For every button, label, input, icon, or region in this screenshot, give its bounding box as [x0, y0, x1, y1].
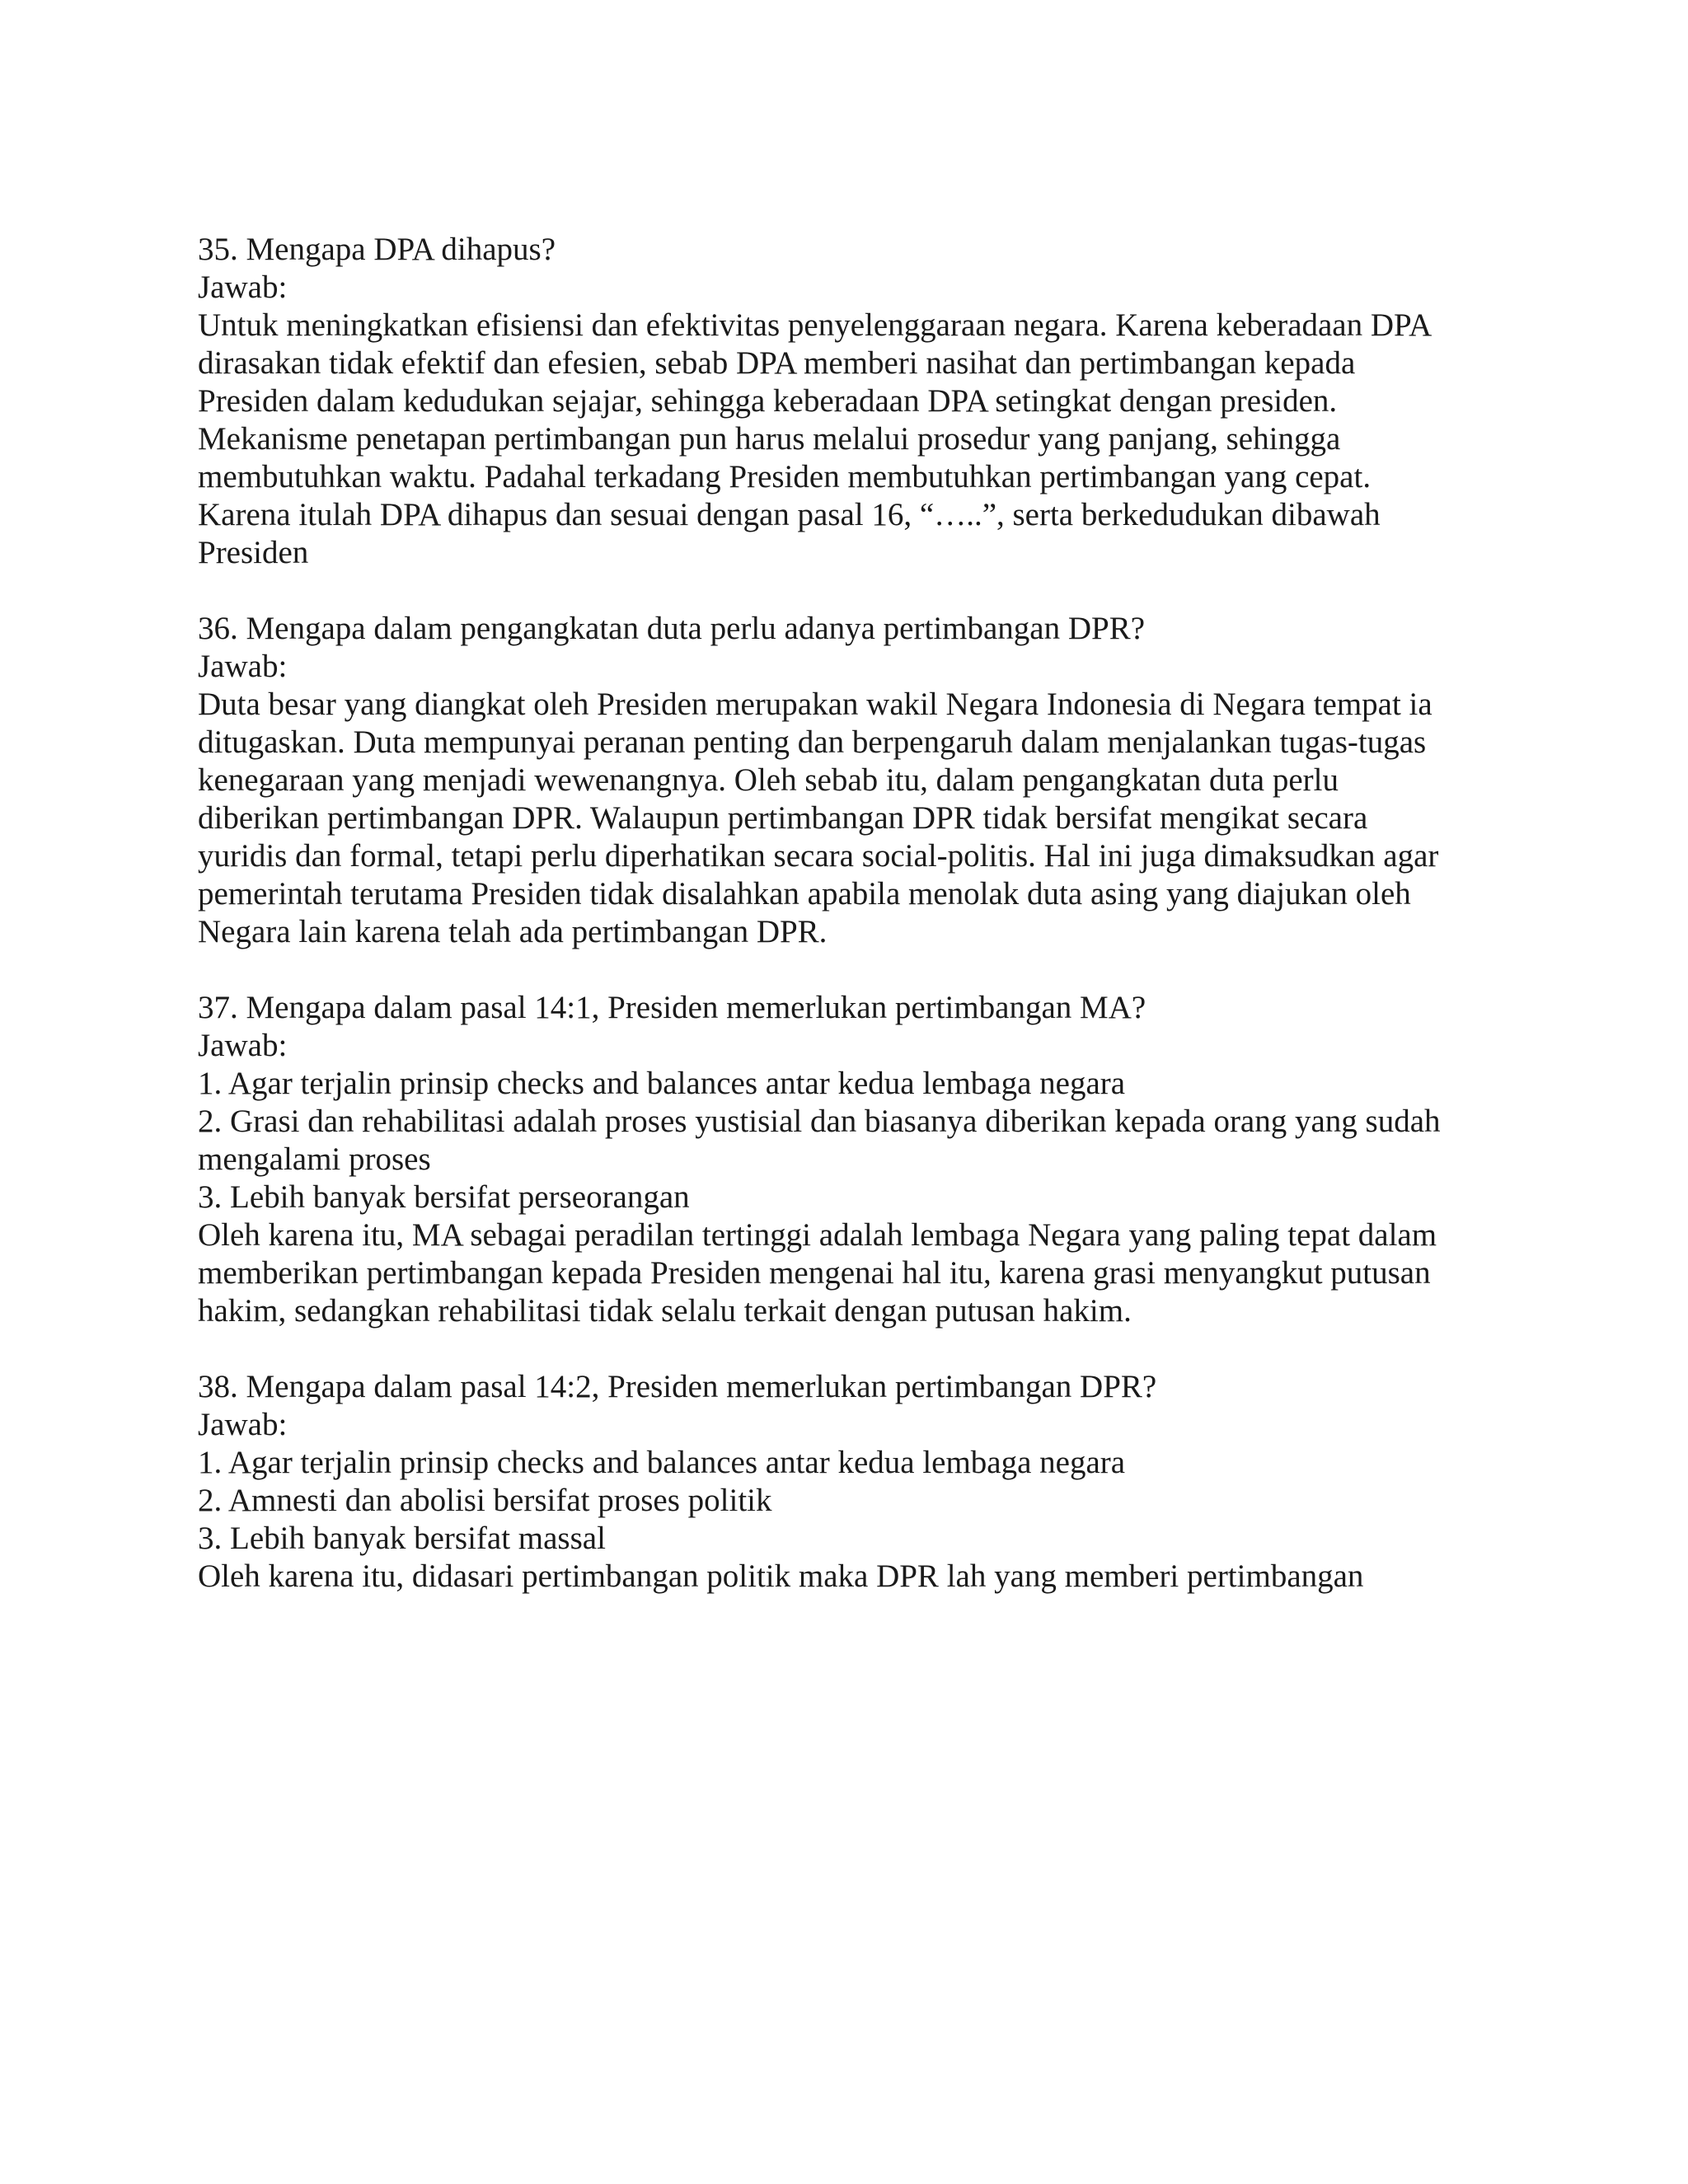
qa-section-38 — [198, 1368, 1500, 1596]
answer-line: 2. Amnesti dan abolisi bersifat proses politik — [198, 1483, 772, 1518]
question-heading: 35. Mengapa DPA dihapus? — [198, 232, 556, 267]
answer-line: 1. Agar terjalin prinsip checks and balances antar kedua lembaga negara — [198, 1066, 1126, 1101]
answer-line: Duta besar yang diangkat oleh Presiden merupakan wakil Negara Indonesia di Negara tempat ia — [198, 687, 1432, 722]
answer-line: 3. Lebih banyak bersifat perseorangan — [198, 1179, 690, 1215]
qa-section-36 — [198, 610, 1500, 951]
answer-line: Presiden dalam kedudukan sejajar, sehingga keberadaan DPA setingkat dengan presiden. — [198, 383, 1338, 419]
answer-line: memberikan pertimbangan kepada Presiden mengenai hal itu, karena grasi menyangkut putusan — [198, 1255, 1431, 1291]
answer-line: 3. Lebih banyak bersifat massal — [198, 1521, 606, 1556]
document-page — [198, 231, 1500, 1633]
answer-line: diberikan pertimbangan DPR. Walaupun pertimbangan DPR tidak bersifat mengikat secara — [198, 800, 1368, 836]
answer-line: Karena itulah DPA dihapus dan sesuai dengan pasal 16, “…..”, serta berkedudukan dibawah — [198, 497, 1381, 532]
answer-line: Untuk meningkatkan efisiensi dan efektivitas penyelenggaraan negara. Karena keberadaan DPA — [198, 307, 1432, 343]
answer-line: yuridis dan formal, tetapi perlu diperhatikan secara social-politis. Hal ini juga dimaksudkan agar — [198, 838, 1439, 874]
answer-line: ditugaskan. Duta mempunyai peranan penting dan berpengaruh dalam menjalankan tugas-tugas — [198, 724, 1427, 760]
answer-line: dirasakan tidak efektif dan efesien, sebab DPA memberi nasihat dan pertimbangan kepada — [198, 345, 1356, 381]
answer-line: hakim, sedangkan rehabilitasi tidak selalu terkait dengan putusan hakim. — [198, 1293, 1132, 1329]
answer-line: Presiden — [198, 535, 309, 570]
answer-line: 2. Grasi dan rehabilitasi adalah proses yustisial dan biasanya diberikan kepada orang yang sudah — [198, 1104, 1441, 1139]
answer-label: Jawab: — [198, 1028, 288, 1063]
answer-line: pemerintah terutama Presiden tidak disalahkan apabila menolak duta asing yang diajukan oleh — [198, 876, 1411, 912]
answer-line: mengalami proses — [198, 1141, 431, 1177]
answer-line: Oleh karena itu, didasari pertimbangan politik maka DPR lah yang memberi pertimbangan — [198, 1558, 1364, 1594]
question-heading: 37. Mengapa dalam pasal 14:1, Presiden memerlukan pertimbangan MA? — [198, 990, 1146, 1025]
question-heading: 36. Mengapa dalam pengangkatan duta perlu adanya pertimbangan DPR? — [198, 611, 1146, 646]
answer-line: kenegaraan yang menjadi wewenangnya. Oleh sebab itu, dalam pengangkatan duta perlu — [198, 762, 1339, 798]
answer-line: Mekanisme penetapan pertimbangan pun harus melalui prosedur yang panjang, sehingga — [198, 421, 1341, 457]
qa-section-37 — [198, 989, 1500, 1330]
question-heading: 38. Mengapa dalam pasal 14:2, Presiden memerlukan pertimbangan DPR? — [198, 1369, 1157, 1404]
answer-label: Jawab: — [198, 649, 288, 684]
answer-label: Jawab: — [198, 1407, 288, 1442]
qa-section-35 — [198, 231, 1500, 572]
answer-line: 1. Agar terjalin prinsip checks and balances antar kedua lembaga negara — [198, 1445, 1126, 1480]
answer-line: Negara lain karena telah ada pertimbangan DPR. — [198, 914, 828, 949]
answer-label: Jawab: — [198, 269, 288, 305]
answer-line: membutuhkan waktu. Padahal terkadang Presiden membutuhkan pertimbangan yang cepat. — [198, 459, 1372, 494]
answer-line: Oleh karena itu, MA sebagai peradilan tertinggi adalah lembaga Negara yang paling tepat dalam — [198, 1217, 1437, 1253]
